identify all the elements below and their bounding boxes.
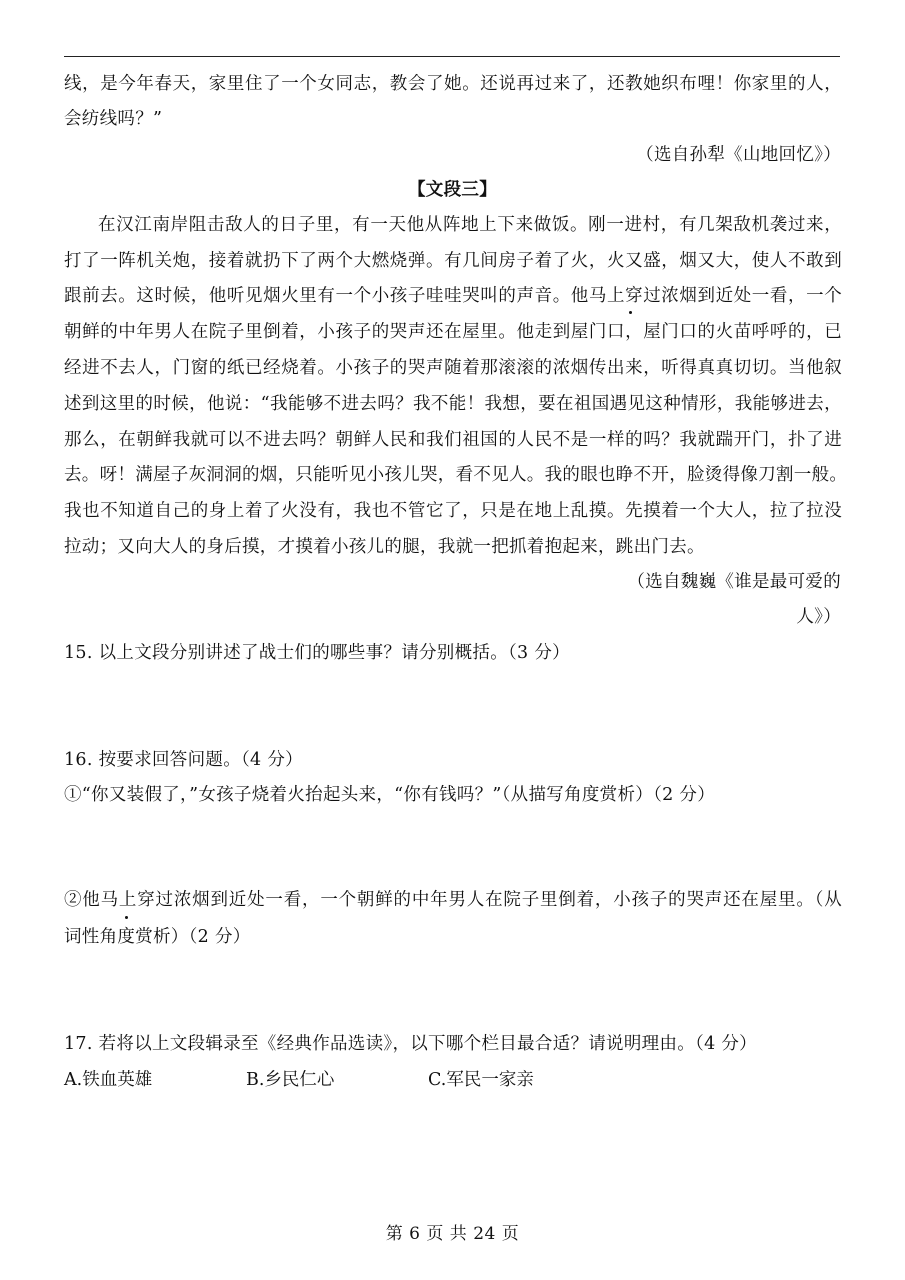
option-b: B.乡民仁心 bbox=[246, 1070, 335, 1090]
option-c: C.军民一家亲 bbox=[428, 1070, 534, 1090]
passage3-line-3: 跟前去。这时候，他听见烟火里有一个小孩子哇哇哭叫的声音。他马上穿过浓烟到近处一看，一个 bbox=[64, 286, 842, 306]
passage3-line-6: 述到这里的时候，他说：“我能够不进去吗？我不能！我想，要在祖国遇见这种情形，我能够进去， bbox=[64, 394, 842, 414]
passage3-source-line-2: 人》） bbox=[796, 607, 841, 627]
page-number: 第 6 页 共 24 页 bbox=[385, 1224, 520, 1244]
passage3-line-10: 拉动；又向大人的身后摸，才摸着小孩儿的腿，我就一把抓着抱起来，跳出门去。 bbox=[64, 537, 705, 557]
question-17: 17. 若将以上文段辑录至《经典作品选读》，以下哪个栏目最合适？请说明理由。（4 分） bbox=[64, 1034, 757, 1054]
question-16-sub-2-line-1: ②他马上穿过浓烟到近处一看，一个朝鲜的中年男人在院子里倒着，小孩子的哭声还在屋里。（从 bbox=[64, 890, 842, 910]
passage3-line-2: 打了一阵机关炮，接着就扔下了两个大燃烧弹。有几间房子着了火，火又盛，烟又大，使人不敢到 bbox=[64, 251, 842, 271]
passage3-line-8: 去。呀！满屋子灰洞洞的烟，只能听见小孩儿哭，看不见人。我的眼也睁不开，脸烫得像刀割一般。 bbox=[64, 465, 848, 485]
passage3-heading: 【文段三】 bbox=[408, 180, 497, 200]
passage3-line-7: 那么，在朝鲜我就可以不进去吗？朝鲜人民和我们祖国的人民不是一样的吗？我就踹开门，扑了进 bbox=[64, 430, 842, 450]
passage2-line-2: 会纺线吗？” bbox=[64, 109, 163, 129]
passage3-line-1: 在汉江南岸阻击敌人的日子里，有一天他从阵地上下来做饭。刚一进村，有几架敌机袭过来， bbox=[98, 215, 842, 235]
emphasis-dot bbox=[629, 311, 632, 314]
emphasis-dot bbox=[125, 916, 128, 919]
question-16: 16. 按要求回答问题。（4 分） bbox=[64, 750, 303, 770]
passage2-source: （选自孙犁《山地回忆》） bbox=[636, 145, 841, 165]
passage3-source-line-1: （选自魏巍《谁是最可爱的 bbox=[627, 572, 841, 592]
passage3-line-9: 我也不知道自己的身上着了火没有，我也不管它了，只是在地上乱摸。先摸着一个大人，拉了拉没 bbox=[64, 501, 842, 521]
question-15: 15. 以上文段分别讲述了战士们的哪些事？请分别概括。（3 分） bbox=[64, 643, 570, 663]
passage2-line-1: 线，是今年春天，家里住了一个女同志，教会了她。还说再过来了，还教她织布哩！你家里的人， bbox=[64, 74, 842, 94]
header-rule bbox=[64, 56, 840, 57]
question-16-sub-2-line-2: 词性角度赏析）（2 分） bbox=[64, 927, 251, 947]
option-a: A.铁血英雄 bbox=[64, 1070, 153, 1090]
question-16-sub-1: ①“你又装假了，”女孩子烧着火抬起头来，“你有钱吗？”（从描写角度赏析）（2 分） bbox=[64, 785, 716, 805]
passage3-line-5: 经进不去人，门窗的纸已经烧着。小孩子的哭声随着那滚滚的浓烟传出来，听得真真切切。当他叙 bbox=[64, 358, 842, 378]
passage3-line-4: 朝鲜的中年男人在院子里倒着，小孩子的哭声还在屋里。他走到屋门口，屋门口的火苗呼呼的，已 bbox=[64, 322, 842, 342]
